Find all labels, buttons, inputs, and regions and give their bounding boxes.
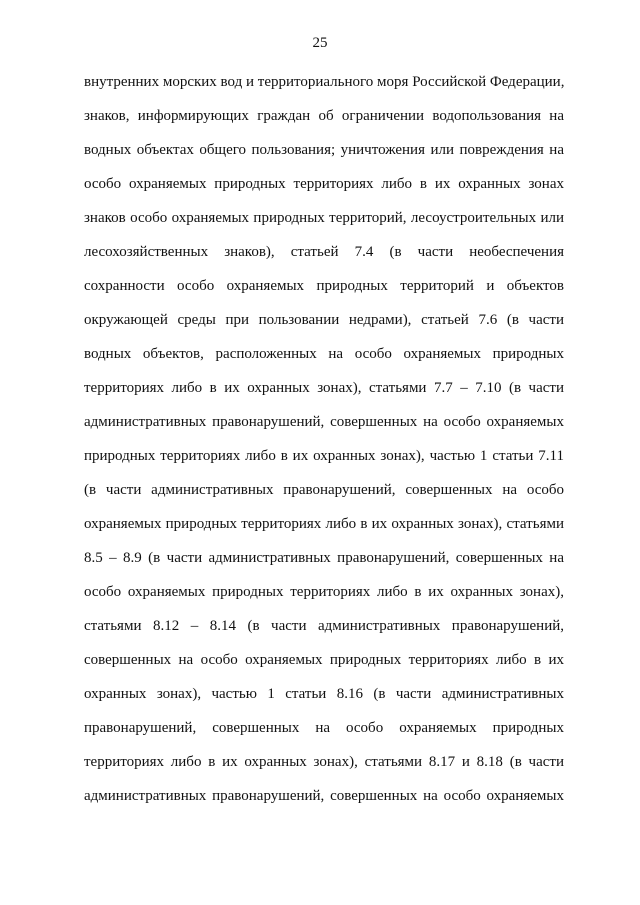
text-line: природных территориях либо в их охранных зонах), частью 1 статьи 7.11	[84, 448, 564, 464]
text-line: статьями 8.12 – 8.14 (в части административных правонарушений,	[84, 618, 564, 634]
text-line: знаков, информирующих граждан об ограничении водопользования на	[84, 108, 564, 124]
text-line: лесохозяйственных знаков), статьей 7.4 (в части необеспечения	[84, 244, 564, 260]
text-line: особо охраняемых природных территориях либо в их охранных зонах),	[84, 584, 564, 600]
page-number: 25	[312, 35, 328, 51]
text-line: территориях либо в их охранных зонах), статьями 8.17 и 8.18 (в части	[84, 754, 564, 770]
text-line: административных правонарушений, совершенных на особо охраняемых	[84, 788, 564, 804]
text-line: административных правонарушений, совершенных на особо охраняемых	[84, 414, 564, 430]
text-line: водных объектах общего пользования; уничтожения или повреждения на	[84, 142, 564, 158]
text-line: охранных зонах), частью 1 статьи 8.16 (в части административных	[84, 686, 564, 702]
text-line: 8.5 – 8.9 (в части административных правонарушений, совершенных на	[84, 550, 564, 566]
text-line: сохранности особо охраняемых природных территорий и объектов	[84, 278, 564, 294]
text-line: правонарушений, совершенных на особо охраняемых природных	[84, 720, 564, 736]
text-line: водных объектов, расположенных на особо охраняемых природных	[84, 346, 564, 362]
text-line: окружающей среды при пользовании недрами), статьей 7.6 (в части	[84, 312, 564, 328]
text-line: знаков особо охраняемых природных территорий, лесоустроительных или	[84, 210, 564, 226]
text-line: особо охраняемых природных территориях либо в их охранных зонах	[84, 176, 564, 192]
text-line: внутренних морских вод и территориального моря Российской Федерации,	[84, 74, 564, 90]
body-text	[84, 65, 564, 813]
text-line: совершенных на особо охраняемых природных территориях либо в их	[84, 652, 564, 668]
text-line: охраняемых природных территориях либо в их охранных зонах), статьями	[84, 516, 564, 532]
text-line: территориях либо в их охранных зонах), статьями 7.7 – 7.10 (в части	[84, 380, 564, 396]
text-line: (в части административных правонарушений, совершенных на особо	[84, 482, 564, 498]
